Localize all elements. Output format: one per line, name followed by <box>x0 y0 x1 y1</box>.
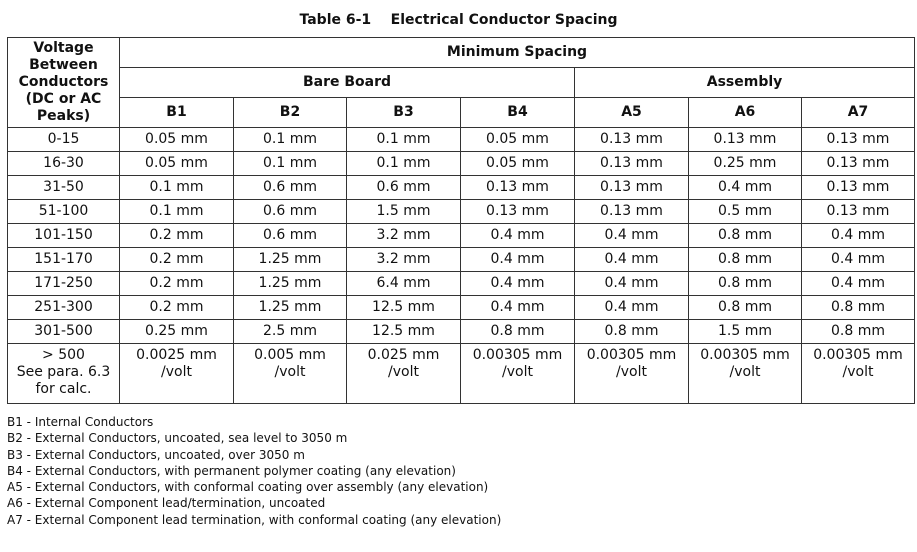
voltage-header-line: Voltage <box>33 40 94 56</box>
value-cell: 1.25 mm <box>234 272 347 296</box>
value-cell: 0.25 mm <box>120 320 234 344</box>
value-cell: 0.13 mm <box>802 176 915 200</box>
column-header-a6: A6 <box>689 98 802 128</box>
voltage-header-line: Peaks) <box>36 108 91 124</box>
voltage-cell: 251-300 <box>8 296 120 320</box>
note-a5: A5 - External Conductors, with conformal coating over assembly (any elevation) <box>7 480 489 495</box>
value-cell: 0.4 mm <box>575 224 689 248</box>
value-cell: 0.05 mm <box>120 128 234 152</box>
voltage-cell: 0-15 <box>8 128 120 152</box>
table-row <box>8 296 915 320</box>
value-cell: 0.13 mm <box>802 128 915 152</box>
voltage-cell: 301-500 <box>8 320 120 344</box>
value-cell: 1.5 mm <box>347 200 461 224</box>
value-cell: 0.2 mm <box>120 296 234 320</box>
unit-line: /volt <box>842 364 874 380</box>
value-cell: 0.13 mm <box>689 128 802 152</box>
voltage-cell: 151-170 <box>8 248 120 272</box>
value-cell: 0.6 mm <box>234 200 347 224</box>
note-b4: B4 - External Conductors, with permanent polymer coating (any elevation) <box>7 463 456 478</box>
table-row <box>8 272 915 296</box>
value-cell: 0.13 mm <box>461 200 575 224</box>
table-row-over-500 <box>8 344 915 404</box>
voltage-cell: 16-30 <box>8 152 120 176</box>
header-row-groups <box>8 68 915 98</box>
value-cell: 0.2 mm <box>120 248 234 272</box>
value-cell: 0.4 mm <box>802 248 915 272</box>
value-cell: 0.4 mm <box>802 224 915 248</box>
column-header-a5: A5 <box>575 98 689 128</box>
voltage-cell: 51-100 <box>8 200 120 224</box>
header-row-columns <box>8 98 915 128</box>
value-cell: 0.4 mm <box>575 296 689 320</box>
value-cell: 0.1 mm <box>347 128 461 152</box>
value-line: 0.0025 mm <box>136 347 217 363</box>
unit-line: /volt <box>729 364 761 380</box>
legend-notes <box>7 414 501 528</box>
unit-line: /volt <box>502 364 533 380</box>
value-cell: 0.1 mm <box>120 200 234 224</box>
value-cell: 0.13 mm <box>575 176 689 200</box>
table-row <box>8 224 915 248</box>
table-row <box>8 248 915 272</box>
voltage-line: for calc. <box>35 381 92 397</box>
value-cell <box>234 344 347 404</box>
voltage-cell: 171-250 <box>8 272 120 296</box>
value-cell: 0.13 mm <box>575 200 689 224</box>
value-cell: 0.4 mm <box>575 272 689 296</box>
value-cell: 1.25 mm <box>234 248 347 272</box>
value-cell: 0.8 mm <box>689 272 802 296</box>
value-cell: 0.8 mm <box>575 320 689 344</box>
note-b2: B2 - External Conductors, uncoated, sea level to 3050 m <box>7 431 348 446</box>
value-cell: 0.8 mm <box>461 320 575 344</box>
note-a6: A6 - External Component lead/termination, uncoated <box>7 496 326 511</box>
value-cell: 0.13 mm <box>461 176 575 200</box>
column-header-b2: B2 <box>234 98 347 128</box>
note-b1: B1 - Internal Conductors <box>7 415 154 429</box>
value-cell: 0.05 mm <box>461 128 575 152</box>
unit-line: /volt <box>274 364 306 380</box>
value-cell: 0.4 mm <box>461 272 575 296</box>
value-cell: 0.4 mm <box>575 248 689 272</box>
value-cell <box>689 344 802 404</box>
value-cell: 0.1 mm <box>234 128 347 152</box>
value-line: 0.005 mm <box>254 347 326 363</box>
unit-line: /volt <box>616 364 647 380</box>
column-header-b1: B1 <box>120 98 234 128</box>
column-header-a7: A7 <box>802 98 915 128</box>
value-cell: 0.1 mm <box>347 152 461 176</box>
value-line: 0.00305 mm <box>813 347 903 363</box>
value-cell: 0.8 mm <box>689 296 802 320</box>
voltage-header-line: Between <box>29 57 98 73</box>
value-cell: 0.13 mm <box>575 128 689 152</box>
value-cell: 0.8 mm <box>689 248 802 272</box>
table-row <box>8 200 915 224</box>
note-b3: B3 - External Conductors, uncoated, over 3050 m <box>7 447 305 462</box>
value-cell <box>461 344 575 404</box>
voltage-header-line: Conductors <box>18 74 109 90</box>
voltage-header-line: (DC or AC <box>25 91 102 107</box>
value-cell: 0.8 mm <box>689 224 802 248</box>
value-line: 0.00305 mm <box>586 347 677 363</box>
value-cell: 0.4 mm <box>461 296 575 320</box>
value-cell: 1.5 mm <box>689 320 802 344</box>
voltage-line: > 500 <box>42 347 85 363</box>
value-cell <box>120 344 234 404</box>
bare-board-header: Bare Board <box>120 68 575 98</box>
value-cell: 0.2 mm <box>120 272 234 296</box>
table-title: Table 6-1 Electrical Conductor Spacing <box>299 12 618 28</box>
value-cell: 0.6 mm <box>234 224 347 248</box>
value-cell: 0.4 mm <box>689 176 802 200</box>
value-cell: 12.5 mm <box>347 296 461 320</box>
table-row <box>8 152 915 176</box>
unit-line: /volt <box>388 364 419 380</box>
assembly-header: Assembly <box>575 68 915 98</box>
value-cell <box>802 344 915 404</box>
value-line: 0.00305 mm <box>700 347 790 363</box>
voltage-cell <box>8 344 120 404</box>
value-cell: 0.2 mm <box>120 224 234 248</box>
value-cell: 0.6 mm <box>347 176 461 200</box>
value-cell: 1.25 mm <box>234 296 347 320</box>
value-cell: 0.1 mm <box>234 152 347 176</box>
value-cell: 0.6 mm <box>234 176 347 200</box>
note-a7: A7 - External Component lead termination, with conformal coating (any elevation) <box>7 512 502 527</box>
value-cell: 0.13 mm <box>802 200 915 224</box>
value-cell <box>575 344 689 404</box>
conductor-spacing-table <box>7 37 915 404</box>
value-cell: 3.2 mm <box>347 224 461 248</box>
value-line: 0.025 mm <box>367 347 440 363</box>
voltage-column-header <box>8 38 120 128</box>
minimum-spacing-header: Minimum Spacing <box>120 38 915 68</box>
value-cell: 0.5 mm <box>689 200 802 224</box>
value-cell: 0.4 mm <box>461 224 575 248</box>
value-cell: 12.5 mm <box>347 320 461 344</box>
value-cell: 0.25 mm <box>689 152 802 176</box>
value-cell: 0.4 mm <box>802 272 915 296</box>
value-cell <box>347 344 461 404</box>
voltage-cell: 101-150 <box>8 224 120 248</box>
header-row-minimum-spacing <box>8 38 915 68</box>
voltage-line: See para. 6.3 <box>16 364 111 380</box>
value-cell: 0.13 mm <box>802 152 915 176</box>
unit-line: /volt <box>161 364 192 380</box>
value-cell: 0.8 mm <box>802 296 915 320</box>
table-row <box>8 128 915 152</box>
column-header-b3: B3 <box>347 98 461 128</box>
value-cell: 0.1 mm <box>120 176 234 200</box>
table-row <box>8 176 915 200</box>
value-cell: 0.05 mm <box>461 152 575 176</box>
value-cell: 6.4 mm <box>347 272 461 296</box>
table-row <box>8 320 915 344</box>
value-cell: 0.13 mm <box>575 152 689 176</box>
voltage-cell: 31-50 <box>8 176 120 200</box>
value-cell: 0.4 mm <box>461 248 575 272</box>
value-cell: 2.5 mm <box>234 320 347 344</box>
value-cell: 0.8 mm <box>802 320 915 344</box>
value-cell: 3.2 mm <box>347 248 461 272</box>
value-line: 0.00305 mm <box>472 347 563 363</box>
column-header-b4: B4 <box>461 98 575 128</box>
value-cell: 0.05 mm <box>120 152 234 176</box>
